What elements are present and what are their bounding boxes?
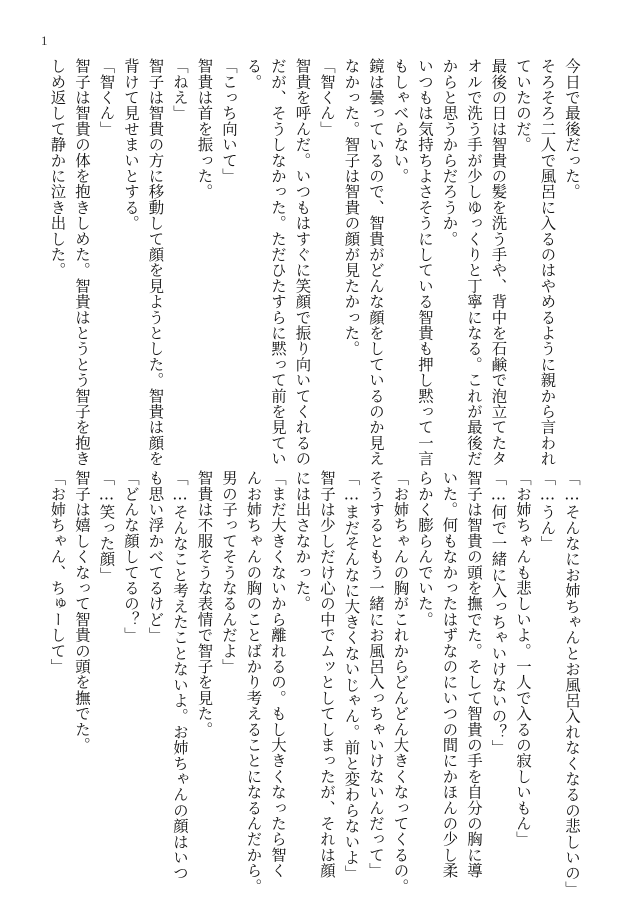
text-column-bottom <box>45 470 584 897</box>
text-line: も思い浮かべてるけど」 <box>146 470 165 643</box>
text-line: んお姉ちゃんの胸のことばかり考えることになるんだから。 <box>244 470 263 894</box>
text-line: ていたのだ。 <box>514 58 532 153</box>
text-line: 「…そんなにお姉ちゃんとお風呂入れなくなるの悲しいの」 <box>563 470 581 897</box>
text-line: なかった。智子は智貴の顔が見たかった。 <box>342 58 361 357</box>
text-line: 鏡は曇っているので、智貴がどんな顔をしているのか見え <box>367 58 385 467</box>
text-line: 「…そんなこと考えたことないよ。お姉ちゃんの顔はいつ <box>171 470 189 881</box>
text-line: 「…笑った顔」 <box>97 470 116 583</box>
text-line: 背けて見せまいとする。 <box>122 58 140 231</box>
text-line: る。 <box>244 58 263 90</box>
page-number: 1 <box>41 33 48 48</box>
text-line: 男の子ってそうなるんだよ」 <box>220 470 238 675</box>
text-line: からと思うからだろうか。 <box>440 58 459 247</box>
text-line: 智子は嬉しくなって智貴の頭を撫でた。 <box>73 470 91 753</box>
text-line: 智貴は首を振った。 <box>195 58 214 200</box>
text-line: だが、そうしなかった。ただひたすらに黙って前を見てい <box>269 58 287 467</box>
text-line: そうするともう一緒にお風呂入っちゃいけないんだって」 <box>367 470 385 879</box>
text-line: そろそろ二人で風呂に入るのはやめるように親から言われ <box>538 58 557 467</box>
text-line: 「智くん」 <box>97 58 116 137</box>
text-line: 「智くん」 <box>318 58 336 137</box>
text-line: 「お姉ちゃんの胸がこれからどんどん大きくなってくるの。 <box>391 470 410 894</box>
text-line: 智貴は不服そうな表情で智子を見た。 <box>195 470 214 737</box>
text-line: 「お姉ちゃん、ちゅーして」 <box>48 470 67 675</box>
text-line: 最後の日は智貴の髪を洗う手や、背中を石鹸で泡立てたタ <box>489 58 508 467</box>
text-line: 智貴を呼んだ。いつもはすぐに笑顔で振り向いてくれるの <box>293 58 312 467</box>
text-line: には出さなかった。 <box>293 470 312 612</box>
text-line: 「…まだそんなに大きくないじゃん。前と変わらないよ」 <box>342 470 361 881</box>
text-line: 「…うん」 <box>538 470 557 552</box>
text-line: 智子は智貴の方に移動して顔を見ようとした。智貴は顔を <box>146 58 165 467</box>
text-line: 「ねえ」 <box>171 58 189 121</box>
text-line: 「こっち向いて」 <box>220 58 238 184</box>
text-line: しめ返して静かに泣き出した。 <box>48 58 67 278</box>
text-line: 「まだ大きくないから離れるの。もし大きくなったら智く <box>269 470 287 879</box>
text-line: 智子は智貴の頭を撫でた。そして智貴の手を自分の胸に導 <box>465 470 483 879</box>
text-line: いつもは気持ちよさそうにしている智貴も押し黙って一言 <box>416 58 434 467</box>
text-line: 智子は智貴の体を抱きしめた。智貴はとうとう智子を抱き <box>73 58 91 467</box>
text-line: らかく膨らんでいた。 <box>416 470 434 627</box>
text-line: 今日で最後だった。 <box>563 58 581 200</box>
text-line: 「どんな顔してるの？」 <box>122 470 140 643</box>
text-line: オルで洗う手が少しゆっくりと丁寧になる。これが最後だ <box>465 58 483 467</box>
text-line: 智子は少しだけ心の中でムッとしてしまったが、それは顔 <box>318 470 336 879</box>
text-line: 「お姉ちゃんも悲しいよ。一人で入るの寂しいもん」 <box>514 470 532 847</box>
text-line: いた。何もなかったはずなのにいつの間にかほんの少し柔 <box>440 470 459 879</box>
text-column-top <box>45 58 584 467</box>
text-line: 「…何で一緒に入っちゃいけないの？」 <box>489 470 508 756</box>
text-line: もしゃべらない。 <box>391 58 410 184</box>
